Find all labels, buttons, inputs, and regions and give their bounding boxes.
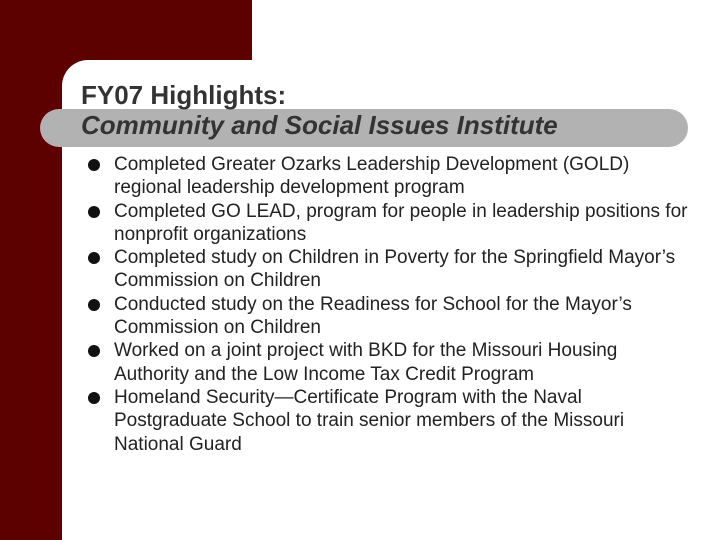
bullet-list xyxy=(88,153,688,456)
slide-title xyxy=(81,80,691,140)
bullet-item xyxy=(88,246,688,293)
title-line-2: Community and Social Issues Institute xyxy=(81,110,558,140)
bullet-item xyxy=(88,339,688,386)
bullet-text: Conducted study on the Readiness for School for the Mayor’s Commission on Children xyxy=(114,293,632,339)
bullet-text: Completed study on Children in Poverty for the Springfield Mayor’s Commission on Children xyxy=(114,247,676,292)
bullet-dot-icon xyxy=(88,299,100,311)
title-line-1: FY07 Highlights: xyxy=(81,80,287,110)
bullet-dot-icon xyxy=(88,392,100,404)
bullet-item xyxy=(88,200,688,247)
bullet-text: Homeland Security—Certificate Program with the Naval Postgraduate School to train senior members of the Missouri National Guard xyxy=(114,386,625,455)
bullet-dot-icon xyxy=(88,159,100,171)
bullet-dot-icon xyxy=(88,206,100,218)
bullet-text: Completed Greater Ozarks Leadership Development (GOLD) regional leadership development program xyxy=(114,154,630,199)
bullet-text: Worked on a joint project with BKD for the Missouri Housing Authority and the Low Income Tax Credit Program xyxy=(114,340,618,385)
bullet-dot-icon xyxy=(88,252,100,264)
bullet-text: Completed GO LEAD, program for people in leadership positions for nonprofit organizations xyxy=(114,200,688,245)
bullet-item xyxy=(88,153,688,200)
bullet-item xyxy=(88,293,688,340)
bullet-item xyxy=(88,386,688,456)
bullet-dot-icon xyxy=(88,345,100,357)
